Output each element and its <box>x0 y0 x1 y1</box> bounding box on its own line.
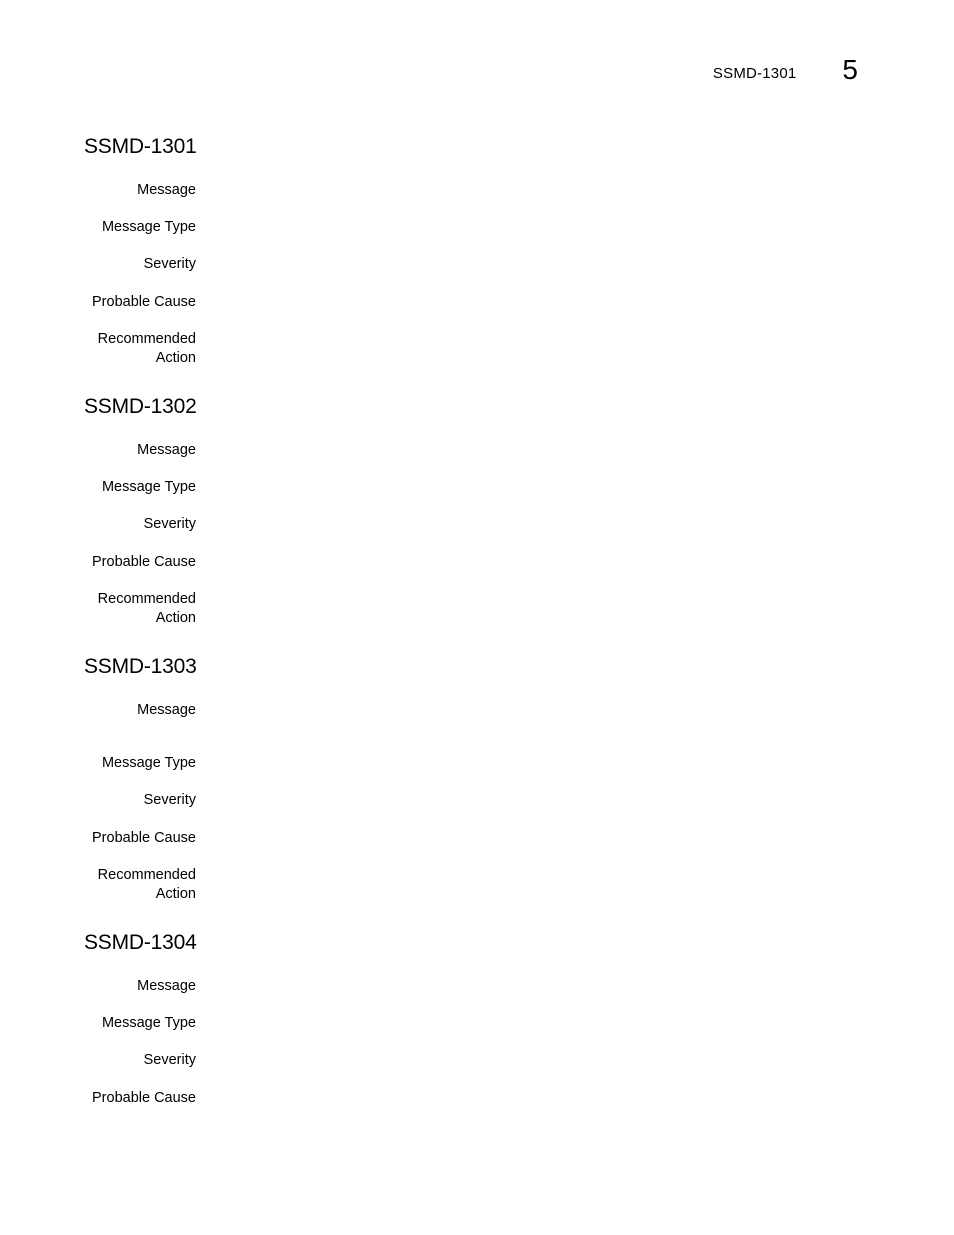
field-label-severity: Severity <box>143 792 196 808</box>
section-title: SSMD-1302 <box>84 395 197 418</box>
running-header-label: SSMD-1301 <box>712 65 797 82</box>
field-label-message-type: Message Type <box>101 479 196 495</box>
field-label-message-type: Message Type <box>101 755 196 771</box>
field-label-recommended-action: Recommended Action <box>97 331 196 366</box>
field-label-message: Message <box>137 182 196 198</box>
field-label-recommended-action: Recommended Action <box>97 591 196 626</box>
field-label-severity: Severity <box>143 1052 196 1068</box>
section-title: SSMD-1304 <box>84 931 197 954</box>
field-label-severity: Severity <box>143 516 196 532</box>
field-label-probable-cause: Probable Cause <box>92 830 196 846</box>
section-title: SSMD-1303 <box>84 655 197 678</box>
field-label-probable-cause: Probable Cause <box>92 294 196 310</box>
field-label-message-type: Message Type <box>101 1015 196 1031</box>
field-label-probable-cause: Probable Cause <box>92 1090 196 1106</box>
field-label-message: Message <box>137 442 196 458</box>
field-label-severity: Severity <box>143 256 196 272</box>
page-header <box>713 56 858 84</box>
field-label-message: Message <box>137 702 196 718</box>
section-title: SSMD-1301 <box>84 135 197 158</box>
field-label-recommended-action: Recommended Action <box>97 867 196 902</box>
chapter-number: 5 <box>842 54 858 85</box>
field-label-probable-cause: Probable Cause <box>92 554 196 570</box>
field-label-message-type: Message Type <box>101 219 196 235</box>
field-label-message: Message <box>137 978 196 994</box>
